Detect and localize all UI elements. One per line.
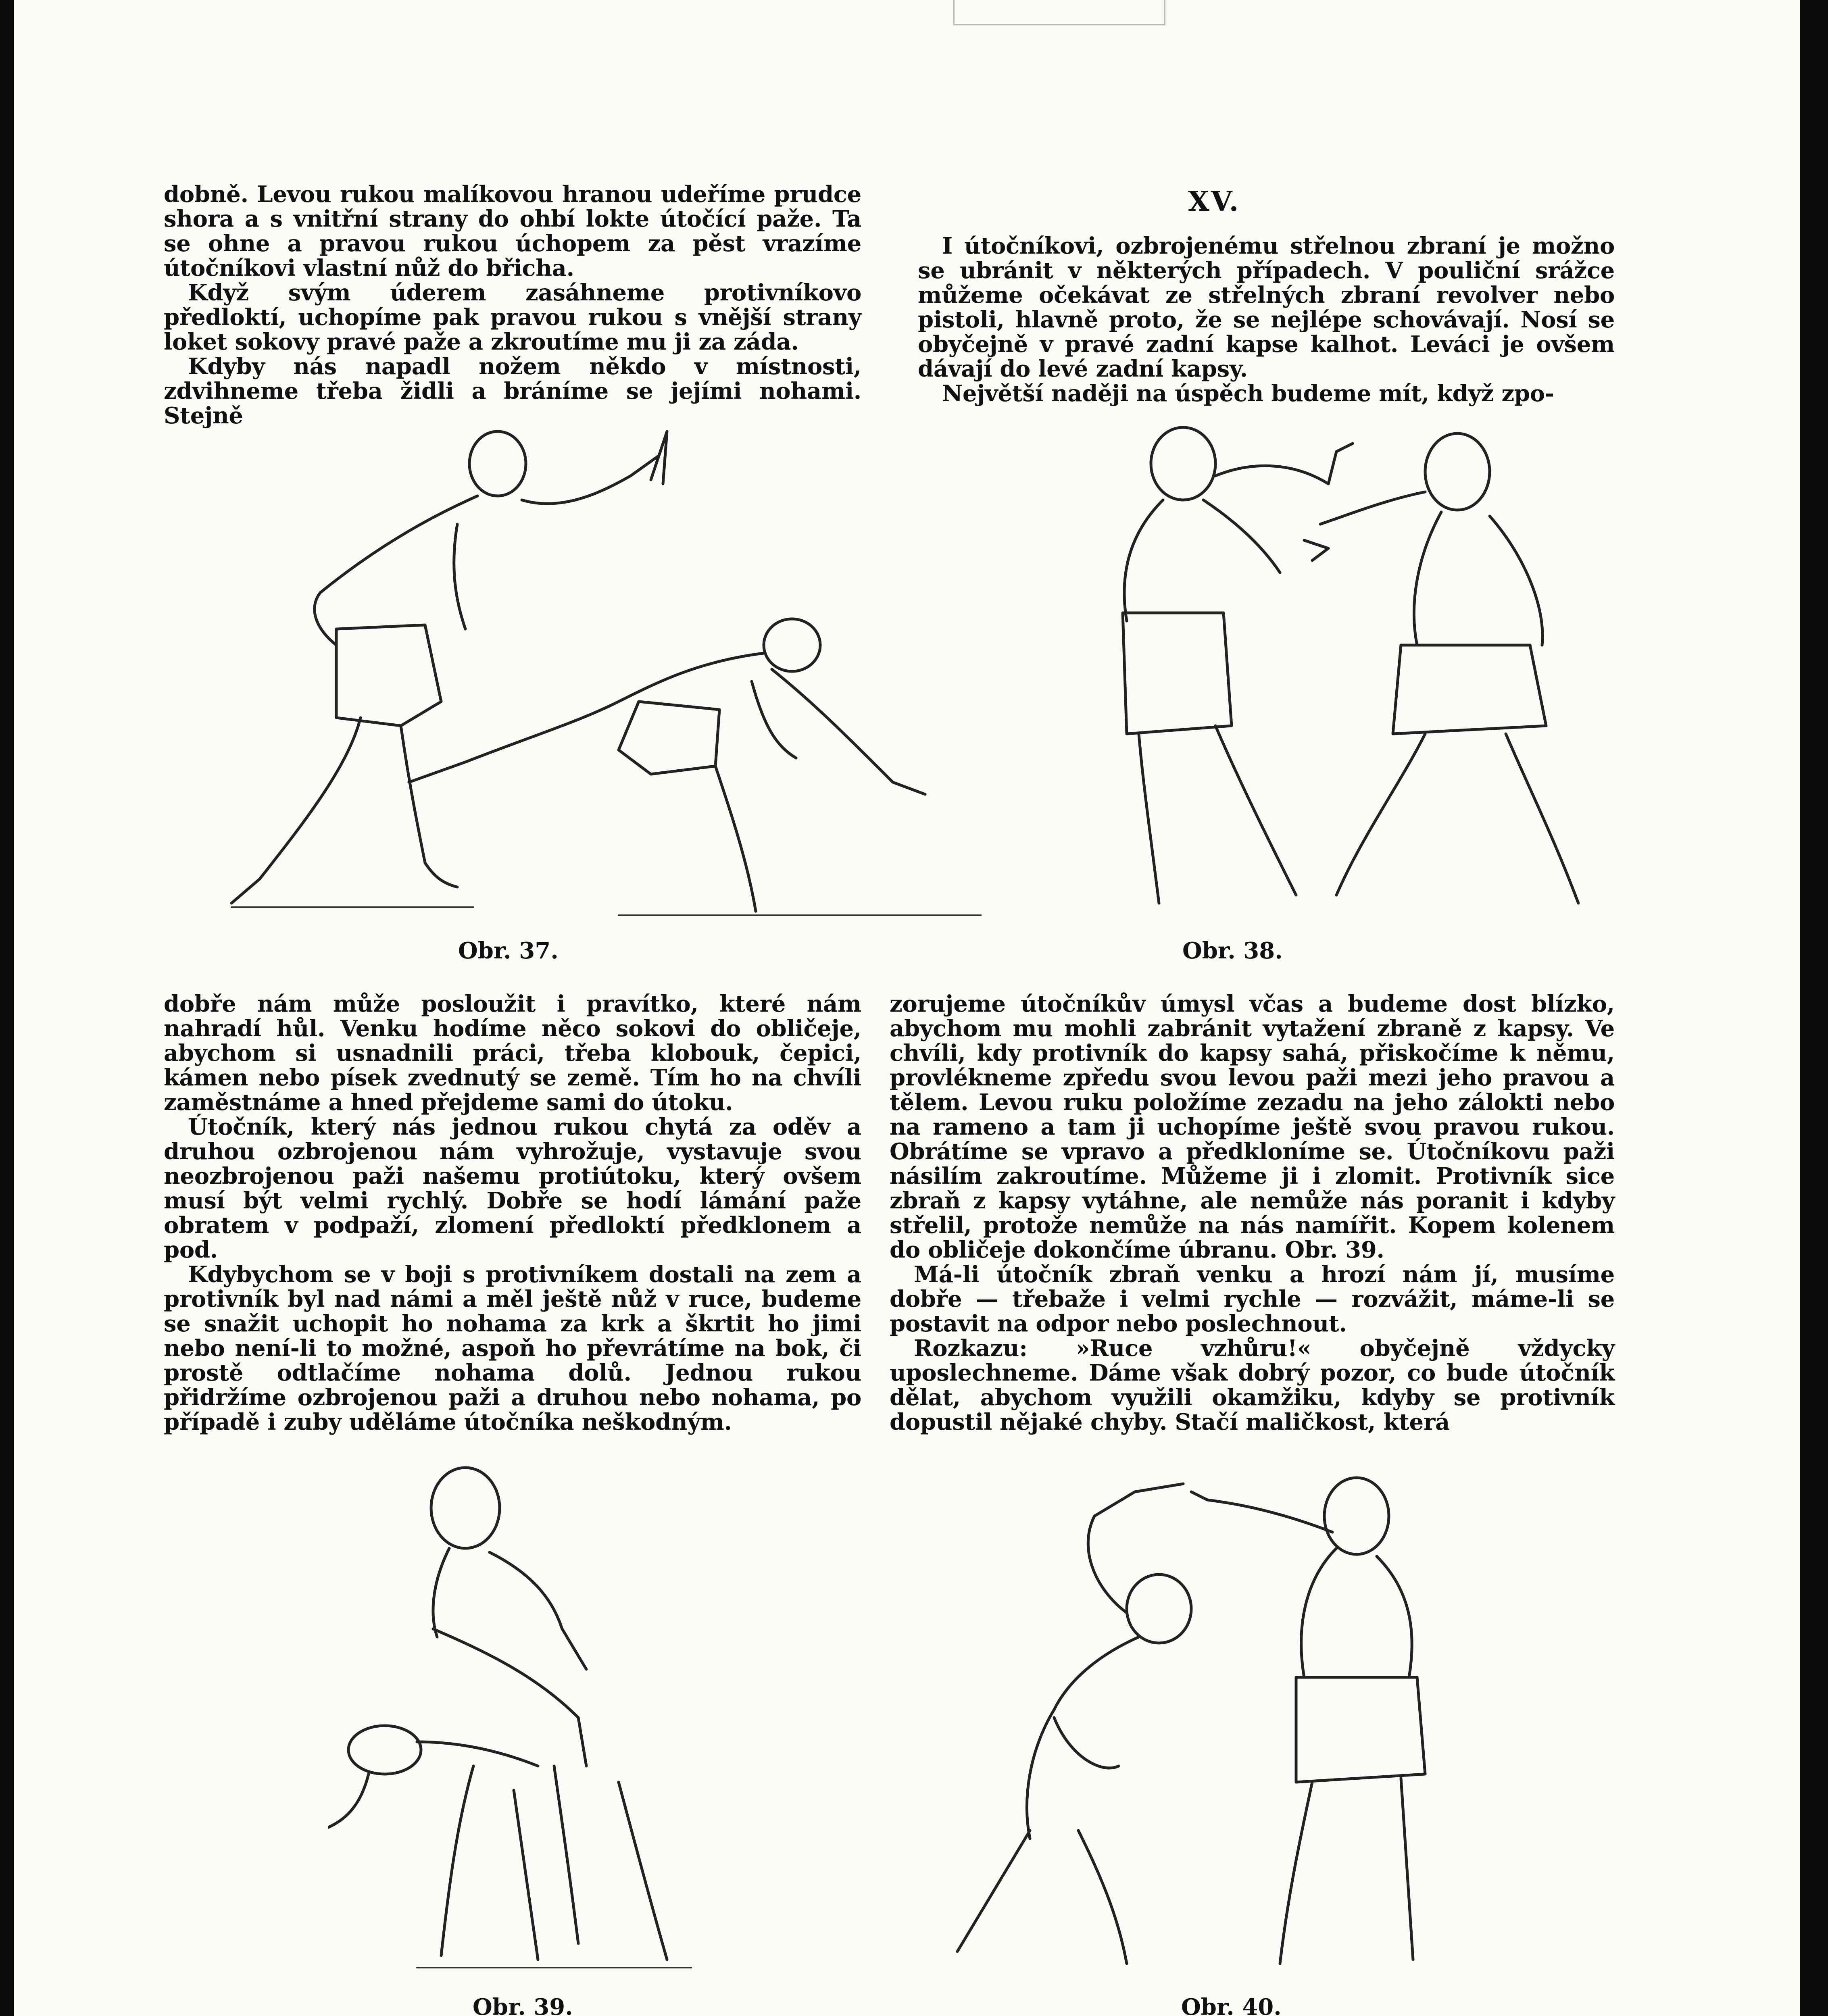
paragraph: Když svým úderem zasáhneme protivníkovo předloktí, uchopíme pak pravou rukou s vnější strany loket sokovy pravé paže a zkroutíme mu ji za záda. [164,279,861,355]
right-top-column [918,234,1615,406]
figure-38-caption: Obr. 38. [1182,937,1283,964]
right-mid-column [890,992,1615,1435]
paragraph: Rozkazu: »Ruce vzhůru!« obyčejně vždycky uposlechneme. Dáme však dobrý pozor, co bude útočník dělat, abychom využili okamžiku, kdyby se protivník dopustil nějaké chyby. Stačí maličkost, která [890,1335,1615,1435]
paragraph: Má-li útočník zbraň venku a hrozí nám jí, musíme dobře — třebaže i velmi rychle — rozvážit, máme-li se postavit na odpor nebo poslechnout. [890,1261,1615,1337]
figure-37-caption: Obr. 37. [458,937,559,964]
figure-38-illustration [1070,419,1607,931]
figure-37-illustration [215,419,982,931]
left-top-column [164,182,861,428]
paragraph: Kdybychom se v boji s protivníkem dostali na zem a protivník byl nad námi a měl ještě nůž v ruce, budeme se snažit uchopit ho nohama za krk a škrtit ho jimi nebo není-li to možné, aspoň ho převrátíme na bok, či prostě odtlačíme nohama dolů. Jednou rukou přidržíme ozbrojenou paži a druhou nebo nohama, po případě i zuby uděláme útočníka neškodným. [164,1261,861,1435]
figure-39-caption: Obr. 39. [473,1994,573,2016]
knife-block-drawing [1070,419,1607,931]
figure-39-illustration [328,1460,756,1984]
paragraph: dobně. Levou rukou malíkovou hranou udeříme prudce shora a s vnitřní strany do ohbí lokte útočící paže. Ta se ohne a pravou rukou úchopem za pěst vrazíme útočníkovi vlastní nůž do břicha. [164,181,861,281]
figure-40-caption: Obr. 40. [1181,1994,1282,2016]
paragraph: Největší naději na úspěch budeme mít, když zpo- [942,380,1554,407]
paragraph: dobře nám může posloužit i pravítko, které nám nahradí hůl. Venku hodíme něco sokovi do obličeje, abychom si usnadnili práci, třeba klobouk, čepici, kámen nebo písek zvednutý se země. Tím ho na chvíli zaměstnáme a hned přejdeme sami do útoku. [164,991,861,1116]
left-mid-column [164,992,861,1435]
paragraph: I útočníkovi, ozbrojenému střelnou zbraní je možno se ubránit v některých případech. V pouliční srážce můžeme očekávat ze střelných zbraní revolver nebo pistoli, hlavně proto, že se nejlépe schovávají. Nosí se obyčejně v pravé zadní kapse kalhot. Leváci je ovšem dávají do levé zadní kapsy. [918,233,1615,382]
paragraph: zorujeme útočníkův úmysl včas a budeme dost blízko, abychom mu mohli zabránit vytažení zbraně z kapsy. Ve chvíli, kdy protivník do kapsy sahá, přiskočíme k němu, provlékneme zpředu svou levou paži mezi jeho pravou a tělem. Levou ruku položíme zezadu na jeho zálokti nebo na rameno a tam ji uchopíme ještě svou pravou rukou. Obrátíme se vpravo a předkloníme se. Útočníkovu paži násilím zakroutíme. Můžeme ji i zlomit. Protivník sice zbraň z kapsy vytáhne, ale nemůže nás poranit i kdyby střelil, protože nemůže na nás namířit. Kopem kolenem do obličeje dokončíme úbranu. Obr. 39. [890,991,1615,1263]
section-heading: XV. [1188,185,1240,218]
hands-up-defense-drawing [949,1468,1453,1984]
book-page [14,0,1800,2016]
knife-defense-kick-drawing [215,419,982,931]
scan-frame-mark [953,0,1165,25]
paragraph: Kdyby nás napadl nožem někdo v místnosti, zdvihneme třeba židli a bráníme se jejími nohami. Stejně [164,353,861,429]
arm-lock-drawing [328,1460,756,1984]
paragraph: Útočník, který nás jednou rukou chytá za oděv a druhou ozbrojenou nám vyhrožuje, vystavuje svou neozbrojenou paži našemu protiútoku, který ovšem musí být velmi rychlý. Dobře se hodí lámání paže obratem v podpaží, zlomení předloktí předklonem a pod. [164,1114,861,1263]
figure-40-illustration [949,1468,1453,1984]
